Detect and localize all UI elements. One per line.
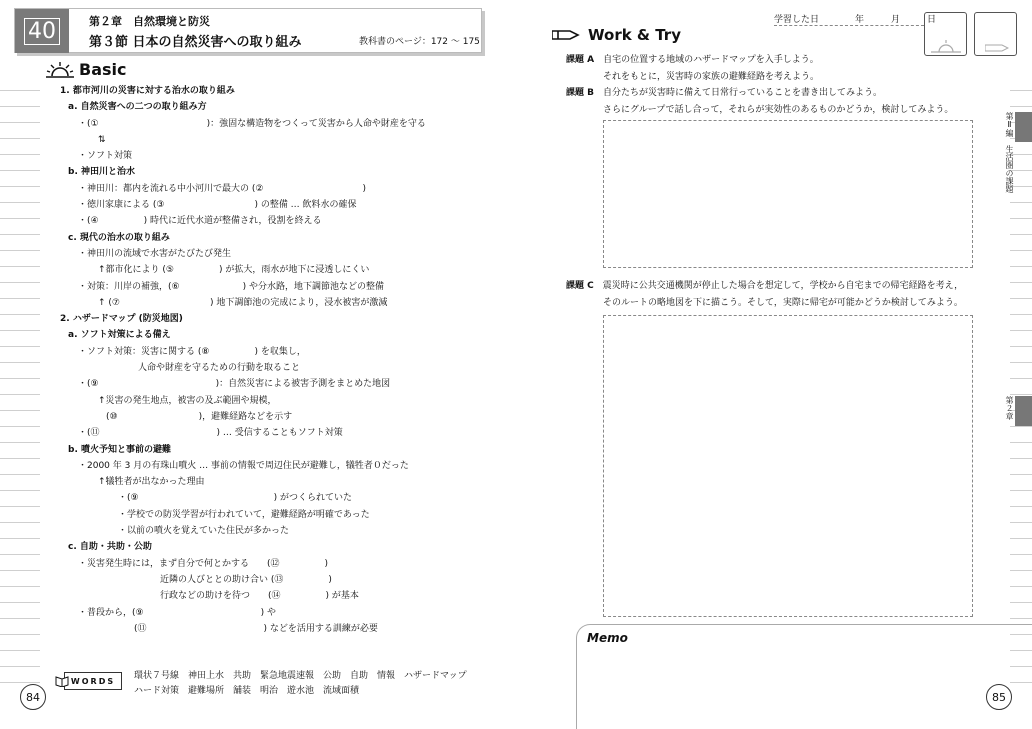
content-line: ・2000 年 3 月の有珠山噴火 … 事前の情報で周辺住民が避難し，犠牲者０だった [78, 460, 409, 471]
pencil-arrow-icon [552, 28, 580, 42]
content-line: ・徳川家康による (③ ) の整備 … 飲料水の確保 [78, 200, 357, 211]
memo-area[interactable] [576, 624, 1032, 729]
task-b [566, 85, 953, 119]
task-text: それをもとに，災害時の家族の避難経路を考えよう。 [603, 72, 820, 82]
content-heading: 2. ハザードマップ (防災地図) [60, 314, 183, 325]
date-underline [774, 25, 924, 26]
content-line: 近隣の人びととの助け合い (⑬ ) [160, 574, 332, 585]
part-label: 第Ⅱ編 生活圏の課題 [1005, 112, 1014, 193]
task-label: 課題 A [566, 55, 595, 65]
content-line: ↑犠牲者が出なかった理由 [98, 477, 205, 488]
section-title: 第３節 日本の自然災害への取り組み [89, 35, 302, 50]
page-number: 84 [20, 684, 46, 710]
pencil-icon [985, 43, 1009, 53]
basic-label: Basic [79, 60, 127, 79]
task-text: さらにグループで話し合って，それらが実効性のあるものかどうか，検討してみよう。 [603, 105, 954, 115]
lesson-number: 40 [15, 9, 69, 53]
content-line: ・(⑨ ) がつくられていた [118, 493, 352, 504]
sunrise-icon [931, 39, 961, 53]
task-b-answer-area[interactable] [603, 120, 973, 268]
textbook-page-ref: 教科書のページ：172 ～ 175 [359, 37, 480, 47]
right-page [516, 0, 1032, 729]
content-line: ・(① )：強固な構造物をつくって災害から人命や財産を守る [78, 118, 426, 129]
memo-label: Memo [587, 631, 628, 645]
content-line: ↑ (⑦ ) 地下調節池の完成により，浸水被害が激減 [98, 297, 388, 308]
content-heading: b. 神田川と治水 [68, 167, 135, 178]
content-line: ・(⑨ )：自然災害による被害予測をまとめた地図 [78, 379, 391, 390]
page-number: 85 [986, 684, 1012, 710]
content-line: ↑災害の発生地点，被害の及ぶ範囲や規模， [98, 395, 277, 406]
content-line: ・以前の噴火を覚えていた住民が多かった [118, 526, 290, 537]
chapter-tab [1015, 396, 1032, 426]
work-try-label: Work & Try [588, 26, 681, 44]
words-line: ハード対策 避難場所 舗装 明治 遊水池 流域面積 [134, 686, 360, 696]
content-line: 人命や財産を守るための行動を取ること [138, 363, 301, 374]
study-date: 学習した日 年 月 日 [774, 15, 937, 25]
content-line: ・対策：川岸の補強，(⑥ ) や分水路，地下調節池などの整備 [78, 281, 384, 292]
task-a [566, 52, 819, 86]
content-line: ↑都市化により (⑤ ) が拡大，雨水が地下に浸透しにくい [98, 265, 370, 276]
content-line: ・(⑪ ) … 受信することもソフト対策 [78, 428, 343, 439]
task-c-map-area[interactable] [603, 315, 973, 617]
content-line: ・神田川：都内を流れる中小河川で最大の (② ) [78, 183, 366, 194]
task-text: 震災時に公共交通機関が停止した場合を想定して，学校から自宅までの帰宅経路を考え， [602, 281, 964, 291]
content-line: ・神田川の流域で水害がたびたび発生 [78, 248, 232, 259]
content-line: ・学校での防災学習が行われていて，避難経路が明確であった [118, 509, 370, 520]
part-tab [1015, 112, 1032, 142]
content-line: (⑪ ) などを活用する訓練が必要 [134, 623, 378, 634]
words-box [64, 672, 122, 690]
content-line: 行政などの助けを待つ (⑭ ) が基本 [160, 591, 359, 602]
content-line: ・ソフト対策 [78, 151, 133, 162]
basic-content [60, 83, 426, 637]
check-box[interactable] [924, 12, 967, 56]
content-heading: 1. 都市河川の災害に対する治水の取り組み [60, 86, 235, 96]
words-list [134, 669, 467, 699]
words-line: 環状７号線 神田上水 共助 緊急地震速報 公助 自助 情報 ハザードマップ [134, 671, 467, 681]
content-line: ・(④ ) 時代に近代水道が整備され，役割を終える [78, 216, 322, 227]
content-heading: b. 噴火予知と事前の避難 [68, 444, 171, 455]
margin-rules [0, 90, 40, 698]
chapter-label: 第２章 [1005, 396, 1014, 420]
words-label: WORDS [70, 676, 116, 686]
task-c [566, 278, 963, 312]
content-heading: c. 現代の治水の取り組み [68, 232, 170, 243]
content-line: (⑩ )，避難経路などを示す [106, 411, 293, 422]
task-text: 自分たちが災害時に備えて日常行っていることを書き出してみよう。 [603, 88, 883, 98]
task-text: そのルートの略地図を下に描こう。そして，実際に帰宅が可能かどうか検討してみよう。 [603, 298, 963, 308]
book-icon [55, 675, 69, 687]
lesson-header [14, 8, 482, 53]
basic-heading [46, 60, 126, 79]
content-heading: a. 自然災害への二つの取り組み方 [68, 102, 207, 113]
check-box[interactable] [974, 12, 1017, 56]
content-heading: c. 自助・共助・公助 [68, 542, 152, 553]
chapter-title: 第２章 自然環境と防災 [89, 15, 210, 28]
content-line: ・普段から，(⑨ ) や [78, 607, 276, 618]
task-text: 自宅の位置する地域のハザードマップを入手しよう。 [603, 55, 819, 65]
task-label: 課題 C [566, 281, 594, 291]
content-line: ⇅ [98, 134, 106, 145]
sunrise-icon [46, 62, 74, 78]
task-label: 課題 B [566, 88, 594, 98]
content-line: ・ソフト対策：災害に関する (⑧ ) を収集し， [78, 346, 306, 357]
work-try-heading [552, 26, 681, 44]
content-line: ・災害発生時には，まず自分で何とかする (⑫ ) [78, 558, 329, 569]
content-heading: a. ソフト対策による備え [68, 330, 171, 341]
